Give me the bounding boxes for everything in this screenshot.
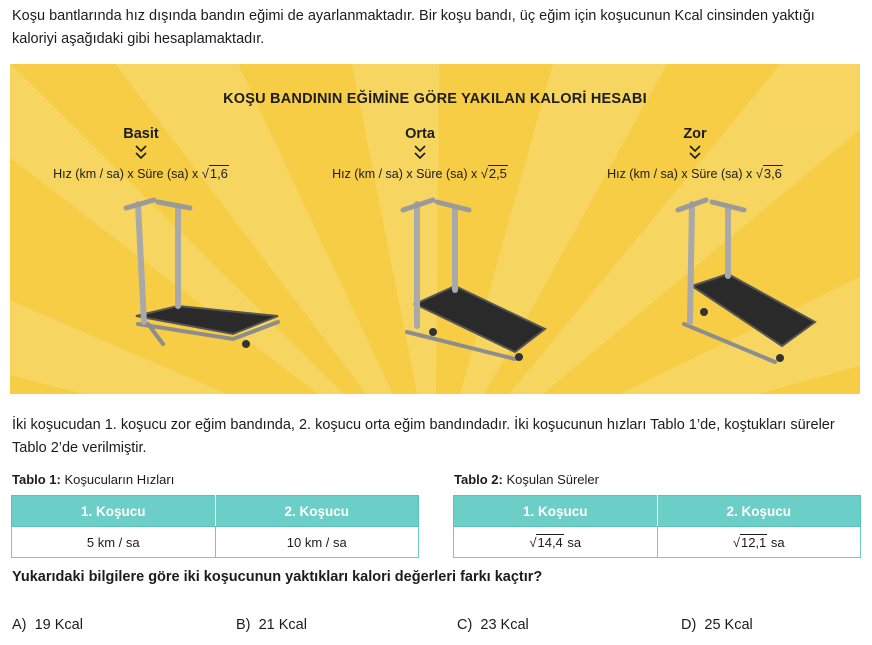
level-zor <box>570 126 820 181</box>
level-orta <box>295 126 545 181</box>
table-cell: √14,4 sa <box>454 527 658 558</box>
double-chevron-down-icon <box>295 144 545 164</box>
option-c[interactable]: C) 23 Kcal <box>457 617 529 633</box>
table1-caption: Tablo 1: Koşucuların Hızları <box>12 472 175 487</box>
level-formula: Hız (km / sa) x Süre (sa) x √2,5 <box>332 166 507 181</box>
runners-paragraph: İki koşucudan 1. koşucu zor eğim bandında, 2. koşucu orta eğim bandındadır. İki koşucunun hızları Tablo 1’de, koştukları süreler Tablo 2’de verilmiştir. <box>12 417 835 456</box>
question-text: Yukarıdaki bilgilere göre iki koşucunun yaktıkları kalori değerleri farkı kaçtır? <box>12 569 543 585</box>
option-d[interactable]: D) 25 Kcal <box>681 617 753 633</box>
radicand: 14,4 <box>537 534 563 550</box>
table-header: 1. Koşucu <box>454 496 658 527</box>
table-header: 2. Koşucu <box>657 496 861 527</box>
level-formula: Hız (km / sa) x Süre (sa) x √3,6 <box>607 166 782 181</box>
treadmill-flat-icon <box>118 194 288 364</box>
panel-title: KOŞU BANDININ EĞİMİNE GÖRE YAKILAN KALORİ HESABI <box>223 91 647 107</box>
treadmill-steep-incline-icon <box>670 194 840 364</box>
duration-table <box>453 495 861 558</box>
level-name: Basit <box>123 126 159 142</box>
radicand: 1,6 <box>209 166 228 181</box>
intro-paragraph: Koşu bantlarında hız dışında bandın eğimi de ayarlanmaktadır. Bir koşu bandı, üç eğim için koşucunun Kcal cinsinden yaktığı kaloriyi aşağıdaki gibi hesaplamaktadır. <box>12 8 815 47</box>
table-header: 1. Koşucu <box>12 496 216 527</box>
radicand: 2,5 <box>488 166 507 181</box>
table-cell: 5 km / sa <box>12 527 216 558</box>
level-name: Zor <box>683 126 707 142</box>
double-chevron-down-icon <box>570 144 820 164</box>
level-basit <box>16 126 266 181</box>
double-chevron-down-icon <box>16 144 266 164</box>
table-cell: 10 km / sa <box>215 527 419 558</box>
speed-table <box>11 495 419 558</box>
level-formula: Hız (km / sa) x Süre (sa) x √1,6 <box>53 166 228 181</box>
table-cell: √12,1 sa <box>657 527 861 558</box>
radicand: 12,1 <box>740 534 767 550</box>
table2-caption: Tablo 2: Koşulan Süreler <box>454 472 599 487</box>
table-header: 2. Koşucu <box>215 496 419 527</box>
treadmill-medium-incline-icon <box>395 194 565 364</box>
option-b[interactable]: B) 21 Kcal <box>236 617 307 633</box>
option-a[interactable]: A) 19 Kcal <box>12 617 83 633</box>
radicand: 3,6 <box>763 166 782 181</box>
level-name: Orta <box>405 126 435 142</box>
calorie-calculation-panel <box>10 64 860 394</box>
